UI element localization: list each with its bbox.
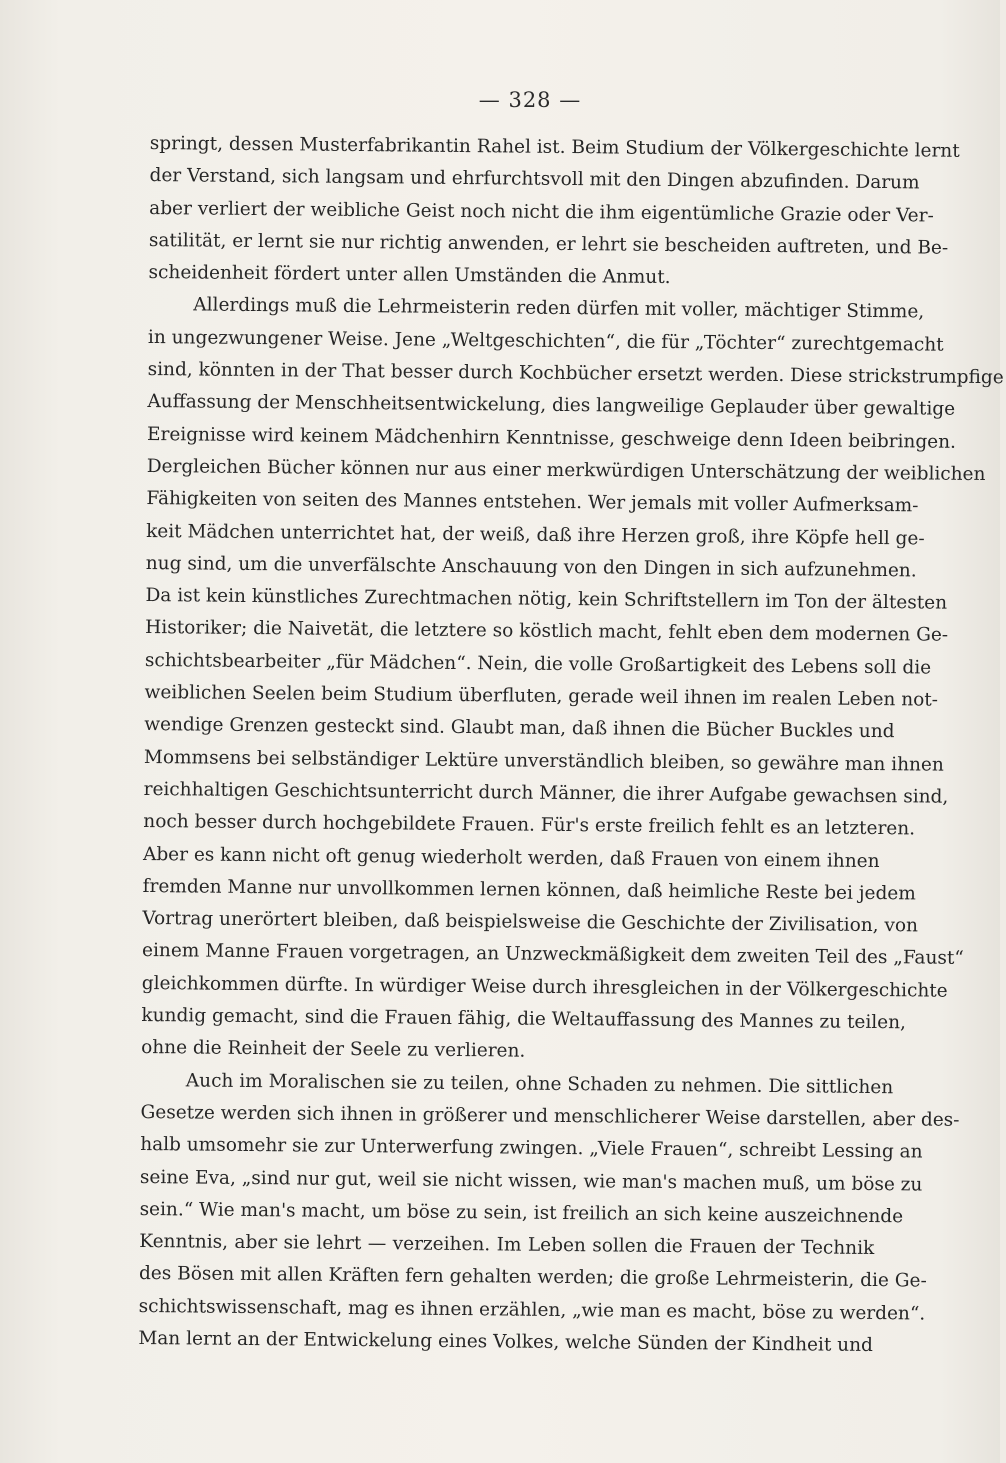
text-line: Allerdings muß die Lehrmeisterin reden dürfen mit voller, mächtiger Stimme,: [193, 294, 925, 323]
text-line: fremden Manne nur unvollkommen lernen können, daß heimliche Reste bei jedem: [142, 875, 916, 905]
paragraph: [148, 128, 960, 297]
text-line: nug sind, um die unverfälschte Anschauung von den Dingen in sich aufzunehmen.: [145, 552, 917, 582]
text-line: kundig gemacht, sind die Frauen fähig, die Weltauffassung des Mannes zu teilen,: [141, 1004, 907, 1034]
text-line: in ungezwungener Weise. Jene „Weltgeschichten“, die für „Töchter“ zurechtgemacht: [147, 326, 944, 356]
text-line: des Bösen mit allen Kräften fern gehalten werden; die große Lehrmeisterin, die Ge-: [138, 1263, 927, 1292]
text-line: Vortrag unerörtert bleiben, daß beispielsweise die Geschichte der Zivilisation, von: [142, 908, 919, 937]
text-line: sind, könnten in der That besser durch Kochbücher ersetzt werden. Diese strickstrumpfige: [147, 359, 1004, 389]
text-line: springt, dessen Musterfabrikantin Rahel ist. Beim Studium der Völkergeschichte lernt: [149, 132, 960, 162]
text-line: schichtsbearbeiter „für Mädchen“. Nein, die volle Großartigkeit des Lebens soll die: [144, 649, 932, 679]
text-line: gleichkommen dürfte. In würdiger Weise durch ihresgleichen in der Völkergeschichte: [141, 972, 948, 1002]
text-line: keit Mädchen unterrichtet hat, der weiß, daß ihre Herzen groß, ihre Köpfe hell ge-: [146, 520, 925, 550]
text-line: Da ist kein künstliches Zurechtmachen nötig, kein Schriftstellern im Ton der ältesten: [145, 585, 948, 614]
text-line: Auch im Moralischen sie zu teilen, ohne Schaden zu nehmen. Die sittlichen: [185, 1069, 894, 1098]
text-line: reichhaltigen Geschichtsunterricht durch Männer, die ihrer Aufgabe gewachsen sind,: [143, 778, 949, 808]
text-line: noch besser durch hochgebildete Frauen. Für's erste freilich fehlt es an letzteren.: [143, 811, 916, 840]
paragraph: [138, 1065, 960, 1363]
text-line: Gesetze werden sich ihnen in größerer und menschlicherer Weise darstellen, aber des-: [140, 1101, 960, 1131]
text-line: sein.“ Wie man's macht, um böse zu sein, ist freilich an sich keine auszeichnende: [139, 1198, 904, 1228]
text-line: seine Eva, „sind nur gut, weil sie nicht wissen, wie man's machen muß, um böse zu: [139, 1166, 923, 1195]
text-line: wendige Grenzen gesteckt sind. Glaubt man, daß ihnen die Bücher Buckles und: [144, 714, 895, 743]
text-line: einem Manne Frauen vorgetragen, an Unzweckmäßigkeit dem zweiten Teil des „Faust“: [141, 940, 964, 970]
paragraph: [141, 289, 1004, 1071]
text-line: aber verliert der weibliche Geist noch nicht die ihm eigentümliche Grazie oder Ver-: [149, 197, 934, 227]
text-line: Auffassung der Menschheitsentwickelung, dies langweilige Geplauder über gewaltige: [147, 391, 956, 421]
text-line: Fähigkeiten von seiten des Mannes entstehen. Wer jemals mit voller Aufmerksam-: [146, 488, 919, 517]
text-line: Ereignisse wird keinem Mädchenhirn Kenntnisse, geschweige denn Ideen beibringen.: [146, 423, 957, 453]
text-line: Kenntnis, aber sie lehrt — verzeihen. Im Leben sollen die Frauen der Technik: [139, 1231, 875, 1260]
text-line: halb umsomehr sie zur Unterwerfung zwingen. „Viele Frauen“, schreibt Lessing an: [140, 1134, 923, 1163]
text-line: ohne die Reinheit der Seele zu verlieren.: [141, 1037, 526, 1062]
text-line: weiblichen Seelen beim Studium überfluten, gerade weil ihnen im realen Leben not-: [144, 682, 939, 711]
text-line: Man lernt an der Entwickelung eines Volkes, welche Sünden der Kindheit und: [138, 1327, 873, 1356]
text-line: Aber es kann nicht oft genug wiederholt werden, daß Frauen von einem ihnen: [142, 843, 880, 872]
text-line: schichtswissenschaft, mag es ihnen erzählen, „wie man es macht, böse zu werden“.: [138, 1295, 926, 1325]
page-number: — 328 —: [478, 88, 582, 112]
text-line: Historiker; die Naivetät, die letztere so köstlich macht, fehlt eben dem modernen Ge-: [145, 617, 949, 647]
body-text: [138, 128, 1004, 1362]
text-line: satilität, er lernt sie nur richtig anwenden, er lehrt sie bescheiden auftreten, und Be-: [148, 229, 949, 259]
text-line: Mommsens bei selbständiger Lektüre unverständlich bleiben, so gewähre man ihnen: [143, 746, 944, 776]
text-line: der Verstand, sich langsam und ehrfurchtsvoll mit den Dingen abzufinden. Darum: [149, 165, 920, 194]
text-line: scheidenheit fördert unter allen Umständen die Anmut.: [148, 262, 671, 289]
text-line: Dergleichen Bücher können nur aus einer merkwürdigen Unterschätzung der weiblichen: [146, 455, 986, 486]
